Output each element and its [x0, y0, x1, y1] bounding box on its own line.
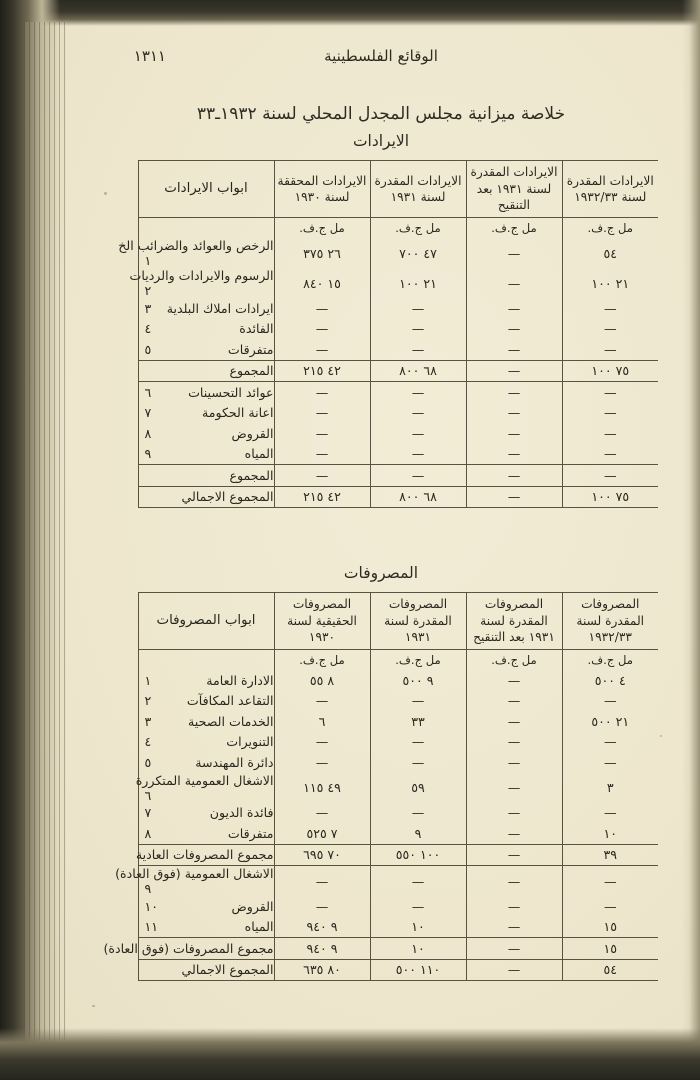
grand-total-row	[138, 486, 658, 508]
row-index: ٣	[144, 300, 152, 316]
cell-1930: ٧ ٥٢٥	[274, 823, 370, 844]
row-index: ٤	[144, 321, 152, 337]
cell-1930: —	[274, 339, 370, 360]
table-row	[138, 711, 658, 732]
section-heading-revenues: الايرادات	[352, 132, 410, 150]
cell-1930: ٢٦ ٣٧٥	[274, 238, 370, 268]
cell-1930: ٤٢ ٢١٥	[274, 360, 370, 382]
row-label: اعانة الحكومة	[201, 405, 274, 421]
table-row	[138, 803, 658, 824]
cell-1932: —	[562, 444, 658, 465]
cell-1931-revised: —	[466, 959, 562, 981]
cell-1932: ٤ ٥٠٠	[562, 670, 658, 691]
cell-1931-revised: —	[466, 423, 562, 444]
cell-1930: —	[274, 382, 370, 403]
cell-1932: ١٥	[562, 938, 658, 960]
cell-1931-revised: —	[466, 444, 562, 465]
row-index: ٦	[144, 787, 152, 803]
cell-1931: ٢١ ١٠٠	[370, 268, 466, 298]
row-label: فائدة الديون	[209, 805, 274, 821]
table-header-row	[138, 593, 658, 650]
row-index: ١	[144, 672, 152, 688]
cell-1931: —	[370, 803, 466, 824]
cell-1931-revised: —	[466, 844, 562, 866]
cell-1930: ٤٢ ٢١٥	[274, 486, 370, 508]
cell-1931-revised: —	[466, 866, 562, 897]
cell-1932: ٧٥ ١٠٠	[562, 360, 658, 382]
col-header-1931: المصروفات المقدرة لسنة ١٩٣١	[370, 593, 466, 650]
cell-1931: —	[370, 752, 466, 773]
cell-1931: ٩	[370, 823, 466, 844]
table-row	[138, 823, 658, 844]
table-row	[138, 896, 658, 917]
cell-category	[138, 917, 274, 938]
unit-cell-1930: مل ج.ف.	[274, 650, 370, 671]
subtotal-row	[138, 360, 658, 382]
table-row	[138, 238, 658, 268]
cell-1932: —	[562, 896, 658, 917]
row-label: ايرادات املاك البلدية	[166, 300, 274, 316]
cell-category	[138, 711, 274, 732]
cell-category	[115, 866, 274, 897]
table-row	[138, 732, 658, 753]
row-label: الاشغال العمومية (فوق العادة)	[115, 866, 274, 881]
cell-category	[138, 319, 274, 340]
col-header-1931: الايرادات المقدرة لسنة ١٩٣١	[370, 161, 466, 218]
cell-1931-revised: —	[466, 803, 562, 824]
cell-1930: ٤٩ ١١٥	[274, 773, 370, 803]
page-title: خلاصة ميزانية مجلس المجدل المحلي لسنة ١٩٣٢ـ٣٣	[196, 104, 566, 124]
row-label: الخدمات الصحية	[188, 713, 274, 729]
row-index: ٩	[144, 881, 152, 896]
row-index: ١٠	[144, 898, 159, 914]
cell-1932: —	[562, 298, 658, 319]
cell-category	[138, 382, 274, 403]
row-label: عوائد التحسينات	[188, 384, 274, 400]
row-index: ١١	[144, 919, 159, 935]
cell-1931-revised: —	[466, 298, 562, 319]
cell-1930: —	[274, 732, 370, 753]
cell-1931-revised: —	[466, 670, 562, 691]
cell-1931: ٤٧ ٧٠٠	[370, 238, 466, 268]
unit-cell-1931: مل ج.ف.	[370, 650, 466, 671]
cell-1931: ٣٣	[370, 711, 466, 732]
cell-category	[138, 444, 274, 465]
unit-cell-category	[138, 218, 274, 239]
row-index: ٧	[144, 405, 152, 421]
cell-category	[138, 339, 274, 360]
table-row	[138, 403, 658, 424]
cell-1931-revised: —	[466, 238, 562, 268]
row-index: ٥	[144, 341, 152, 357]
cell-1930: —	[274, 896, 370, 917]
cell-1930: —	[274, 423, 370, 444]
cell-1932: —	[562, 423, 658, 444]
cell-category	[138, 670, 274, 691]
col-header-1932: المصروفات المقدرة لسنة ١٩٣٢/٣٣	[562, 593, 658, 650]
cell-category: المجموع الاجمالي	[138, 486, 274, 508]
cell-1932: —	[562, 691, 658, 712]
cell-1931: —	[370, 382, 466, 403]
row-label: الاشغال العمومية المتكررة	[135, 772, 274, 788]
cell-1931: —	[370, 444, 466, 465]
cell-1930: ٨٠ ٦٣٥	[274, 959, 370, 981]
cell-1932: —	[562, 465, 658, 487]
cell-1932: ١٠	[562, 823, 658, 844]
cell-1931: ١٠٠ ٥٥٠	[370, 844, 466, 866]
cell-1930: ٦	[274, 711, 370, 732]
col-header-1931-revised: المصروفات المقدرة لسنة ١٩٣١ بعد التنقيح	[466, 593, 562, 650]
cell-1931-revised: —	[466, 732, 562, 753]
cell-1931-revised: —	[466, 691, 562, 712]
table-row	[138, 773, 658, 803]
cell-category	[138, 823, 274, 844]
cell-1930: —	[274, 465, 370, 487]
cell-1930: ٩ ٩٤٠	[274, 938, 370, 960]
cell-category	[138, 423, 274, 444]
cell-1930: —	[274, 691, 370, 712]
cell-category	[138, 691, 274, 712]
cell-category: المجموع	[138, 465, 274, 487]
col-header-category: ابواب المصروفات	[138, 593, 274, 650]
unit-cell-1931-revised: مل ج.ف.	[466, 218, 562, 239]
table-row	[138, 691, 658, 712]
cell-category	[138, 896, 274, 917]
row-label: الرخص والعوائد والضرائب الخ	[118, 238, 274, 253]
cell-1931: —	[370, 691, 466, 712]
cell-1930: —	[274, 803, 370, 824]
cell-1930: —	[274, 752, 370, 773]
cell-1931-revised: —	[466, 268, 562, 298]
cell-1931-revised: —	[466, 382, 562, 403]
cell-1931-revised: —	[466, 339, 562, 360]
cell-1931-revised: —	[466, 403, 562, 424]
unit-cell-1931-revised: مل ج.ف.	[466, 650, 562, 671]
cell-1932: ٢١ ١٠٠	[562, 268, 658, 298]
cell-1931: —	[370, 866, 466, 897]
cell-1930: —	[274, 444, 370, 465]
row-index: ٨	[144, 825, 152, 841]
cell-1932: ٣٩	[562, 844, 658, 866]
cell-1930: —	[274, 298, 370, 319]
row-label: المياه	[244, 919, 274, 935]
cell-category: المجموع	[138, 360, 274, 382]
revenues-table	[118, 160, 659, 508]
cell-category	[138, 732, 274, 753]
unit-cell-1930: مل ج.ف.	[274, 218, 370, 239]
row-index: ٥	[144, 754, 152, 770]
cell-1932: ١٥	[562, 917, 658, 938]
unit-cell-1932: مل ج.ف.	[562, 218, 658, 239]
cell-1932: ٥٤	[562, 959, 658, 981]
cell-1931: —	[370, 732, 466, 753]
cell-1932: —	[562, 803, 658, 824]
subtotal-row	[138, 465, 658, 487]
col-header-category: ابواب الايرادات	[138, 161, 274, 218]
cell-1932: —	[562, 319, 658, 340]
subtotal-row	[138, 844, 658, 866]
row-index: ٢	[144, 693, 152, 709]
cell-1932: ٥٤	[562, 238, 658, 268]
cell-1932: —	[562, 403, 658, 424]
cell-1931: —	[370, 465, 466, 487]
running-head	[96, 44, 666, 68]
cell-1931-revised: —	[466, 773, 562, 803]
cell-1931: ١٠	[370, 938, 466, 960]
row-index: ٩	[144, 446, 152, 462]
row-label: الادارة العامة	[206, 672, 274, 688]
col-header-1931-revised: الايرادات المقدرة لسنة ١٩٣١ بعد التنقيح	[466, 161, 562, 218]
row-label: التقاعد المكافآت	[186, 693, 274, 709]
row-label: دائرة المهندسة	[195, 754, 274, 770]
unit-cell-1932: مل ج.ف.	[562, 650, 658, 671]
cell-1931: —	[370, 896, 466, 917]
row-label: القروض	[231, 425, 274, 441]
cell-1931-revised: —	[466, 917, 562, 938]
table-row	[138, 670, 658, 691]
cell-1930: —	[274, 403, 370, 424]
table-header-row	[138, 161, 658, 218]
row-label: الرسوم والايرادات والرديات	[129, 268, 274, 283]
cell-category: مجموع المصروفات العادية	[138, 844, 274, 866]
unit-cell-category	[138, 650, 274, 671]
cell-1931-revised: —	[466, 465, 562, 487]
cell-1932: —	[562, 732, 658, 753]
units-row	[138, 218, 658, 239]
cell-1931: ٩ ٥٠٠	[370, 670, 466, 691]
cell-1930: ٨ ٥٥	[274, 670, 370, 691]
cell-category	[135, 772, 274, 803]
units-row	[138, 650, 658, 671]
cell-category	[138, 803, 274, 824]
table-row	[138, 268, 658, 298]
row-index: ٦	[144, 384, 152, 400]
col-header-1932: الايرادات المقدرة لسنة ١٩٣٢/٣٣	[562, 161, 658, 218]
row-index: ٣	[144, 713, 152, 729]
expenses-table	[103, 592, 659, 981]
cell-1931: ١٠	[370, 917, 466, 938]
cell-1930: ١٥ ٨٤٠	[274, 268, 370, 298]
cell-1932: ٢١ ٥٠٠	[562, 711, 658, 732]
cell-1931-revised: —	[466, 752, 562, 773]
cell-1931-revised: —	[466, 319, 562, 340]
cell-1932: —	[562, 339, 658, 360]
cell-1930: —	[274, 319, 370, 340]
cell-1932: ٧٥ ١٠٠	[562, 486, 658, 508]
cell-category: المجموع الاجمالي	[138, 959, 274, 981]
cell-category	[118, 238, 274, 268]
section-heading-expenses: المصروفات	[343, 564, 419, 582]
grand-total-row	[138, 959, 658, 981]
row-label: القروض	[231, 898, 274, 914]
cell-1930: ٧٠ ٦٩٥	[274, 844, 370, 866]
row-label: الفائدة	[239, 321, 274, 337]
cell-1931: —	[370, 298, 466, 319]
cell-1931: ٦٨ ٨٠٠	[370, 360, 466, 382]
cell-category	[138, 298, 274, 319]
row-index: ٤	[144, 734, 152, 750]
unit-cell-1931: مل ج.ف.	[370, 218, 466, 239]
row-index: ٧	[144, 805, 152, 821]
cell-1931: ٥٩	[370, 773, 466, 803]
cell-1931-revised: —	[466, 486, 562, 508]
cell-category	[138, 752, 274, 773]
table-row	[138, 423, 658, 444]
cell-1931: —	[370, 423, 466, 444]
cell-category	[138, 403, 274, 424]
cell-1931: —	[370, 319, 466, 340]
cell-1931: ٦٨ ٨٠٠	[370, 486, 466, 508]
cell-1932: —	[562, 866, 658, 897]
cell-1931-revised: —	[466, 711, 562, 732]
table-row	[138, 917, 658, 938]
row-label: المياه	[244, 446, 274, 462]
row-label: التنويرات	[226, 734, 274, 750]
cell-1930: —	[274, 866, 370, 897]
cell-1931: ١١٠ ٥٠٠	[370, 959, 466, 981]
table-row	[138, 752, 658, 773]
table-row	[138, 444, 658, 465]
cell-1931-revised: —	[466, 938, 562, 960]
row-index: ١	[144, 253, 152, 268]
row-label: متفرقات	[227, 825, 274, 841]
cell-1932: ٣	[562, 773, 658, 803]
cell-1931: —	[370, 403, 466, 424]
cell-category	[129, 268, 274, 298]
table-row	[138, 319, 658, 340]
journal-title: الوقائع الفلسطينية	[324, 47, 438, 65]
cell-1931-revised: —	[466, 896, 562, 917]
table-row	[138, 298, 658, 319]
page-folio: ١٣١١	[133, 47, 166, 65]
cell-1931: —	[370, 339, 466, 360]
cell-category: مجموع المصروفات (فوق العادة)	[138, 938, 274, 960]
subtotal-row	[138, 938, 658, 960]
cell-1932: —	[562, 382, 658, 403]
table-row	[138, 382, 658, 403]
row-index: ٨	[144, 425, 152, 441]
cell-1932: —	[562, 752, 658, 773]
row-label: متفرقات	[227, 341, 274, 357]
col-header-1930: المصروفات الحقيقية لسنة ١٩٣٠	[274, 593, 370, 650]
table-row	[138, 866, 658, 897]
cell-1931-revised: —	[466, 360, 562, 382]
cell-1931-revised: —	[466, 823, 562, 844]
cell-1930: ٩ ٩٤٠	[274, 917, 370, 938]
col-header-1930: الايرادات المحققة لسنة ١٩٣٠	[274, 161, 370, 218]
table-row	[138, 339, 658, 360]
row-index: ٢	[144, 283, 152, 298]
